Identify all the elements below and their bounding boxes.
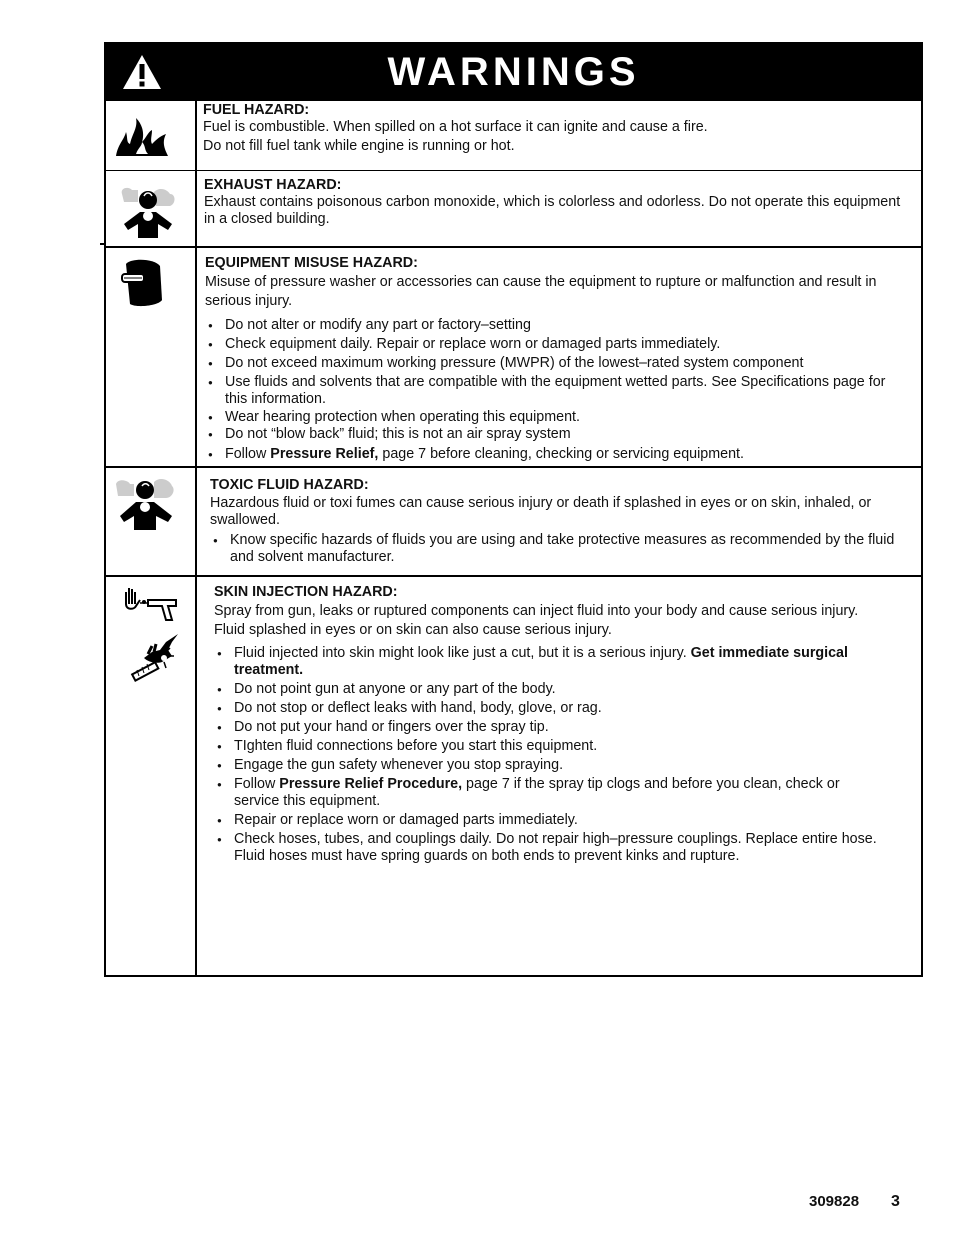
list-item: ● Do not point gun at anyone or any part of the body. xyxy=(214,681,886,698)
list-item: ● Wear hearing protection when operating this equipment. xyxy=(205,409,907,426)
list-item: ● Do not stop or deflect leaks with hand, body, glove, or rag. xyxy=(214,700,886,717)
exhaust-hazard-title: EXHAUST HAZARD: xyxy=(204,177,342,193)
list-item: ● Engage the gun safety whenever you stop spraying. xyxy=(214,757,886,774)
warnings-banner xyxy=(106,44,921,101)
skin-injection-title: SKIN INJECTION HAZARD: xyxy=(214,584,398,600)
toxic-fluid-text: Hazardous fluid or toxi fumes can cause serious injury or death if splashed in eyes or on skin, inhaled, or swallowed. xyxy=(210,495,872,528)
equipment-misuse-list xyxy=(205,317,907,463)
fuel-hazard-line: Fuel is combustible. When spilled on a hot surface it can ignite and cause a fire. xyxy=(203,119,708,135)
list-item: ● Do not put your hand or fingers over the spray tip. xyxy=(214,719,886,736)
skin-injection-section xyxy=(214,584,886,865)
list-item: ● Do not alter or modify any part or factory–setting xyxy=(205,317,907,334)
list-item: ● Know specific hazards of fluids you are using and take protective measures as recommended by the fluid and solvent manufacturer. xyxy=(210,532,910,566)
list-item: ● Fluid injected into skin might look like just a cut, but it is a serious injury. Get immediate surgical treatment. xyxy=(214,645,886,679)
list-item: ● TIghten fluid connections before you start this equipment. xyxy=(214,738,886,755)
hand-hose-leak-icon xyxy=(128,632,182,684)
fire-icon xyxy=(114,114,170,158)
list-item: ● Do not “blow back” fluid; this is not an air spray system xyxy=(205,426,907,443)
list-item: ● Check hoses, tubes, and couplings daily. Do not repair high–pressure couplings. Replace entire hose. Fluid hoses must have spring guards on both ends to prevent kinks and rupture. xyxy=(214,831,886,865)
divider xyxy=(106,466,921,468)
exhaust-hazard-text: Exhaust contains poisonous carbon monoxide, which is colorless and odorless. Do not operate this equipment in a closed building. xyxy=(204,194,901,227)
icon-column-divider xyxy=(195,101,197,975)
list-item: ● Follow Pressure Relief Procedure, page 7 if the spray tip clogs and before you clean, check or service this equipment. xyxy=(214,776,886,810)
toxic-fluid-list xyxy=(210,532,910,566)
equipment-misuse-section xyxy=(205,255,907,463)
warnings-box xyxy=(104,42,923,977)
divider xyxy=(106,246,921,248)
page-number: 3 xyxy=(891,1193,900,1210)
hand-spray-gun-icon xyxy=(122,584,180,624)
list-item: ● Follow Pressure Relief, page 7 before cleaning, checking or servicing equipment. xyxy=(205,446,907,463)
skin-injection-list xyxy=(214,645,886,865)
exhaust-hazard-section xyxy=(204,177,904,228)
list-item: ● Repair or replace worn or damaged parts immediately. xyxy=(214,812,886,829)
list-item: ● Do not exceed maximum working pressure (MWPR) of the lowest–rated system component xyxy=(205,355,907,372)
toxic-fluid-title: TOXIC FLUID HAZARD: xyxy=(210,477,369,493)
divider xyxy=(106,170,921,171)
fuel-hazard-title: FUEL HAZARD: xyxy=(203,102,310,118)
divider xyxy=(106,575,921,577)
toxic-fluid-section xyxy=(210,477,910,566)
person-inhaling-fumes-icon xyxy=(118,184,178,238)
document-number: 309828 xyxy=(809,1193,860,1210)
face-shield-icon xyxy=(120,258,166,308)
person-toxic-fluid-icon xyxy=(114,476,176,530)
equipment-misuse-text: Misuse of pressure washer or accessories can cause the equipment to rupture or malfunction and result in serious injury. xyxy=(205,274,877,309)
list-item: ● Check equipment daily. Repair or replace worn or damaged parts immediately. xyxy=(205,336,907,353)
margin-tick xyxy=(100,243,106,245)
fuel-hazard-section xyxy=(203,102,903,155)
skin-injection-text: Spray from gun, leaks or ruptured components can inject fluid into your body and cause serious injury. Fluid splashed in eyes or on skin can also cause serious injury. xyxy=(214,603,859,638)
fuel-hazard-line: Do not fill fuel tank while engine is running or hot. xyxy=(203,138,515,154)
list-item: ● Use fluids and solvents that are compatible with the equipment wetted parts. See Specifications page for this information. xyxy=(205,374,907,408)
banner-title: WARNINGS xyxy=(387,50,640,94)
equipment-misuse-title: EQUIPMENT MISUSE HAZARD: xyxy=(205,255,418,271)
